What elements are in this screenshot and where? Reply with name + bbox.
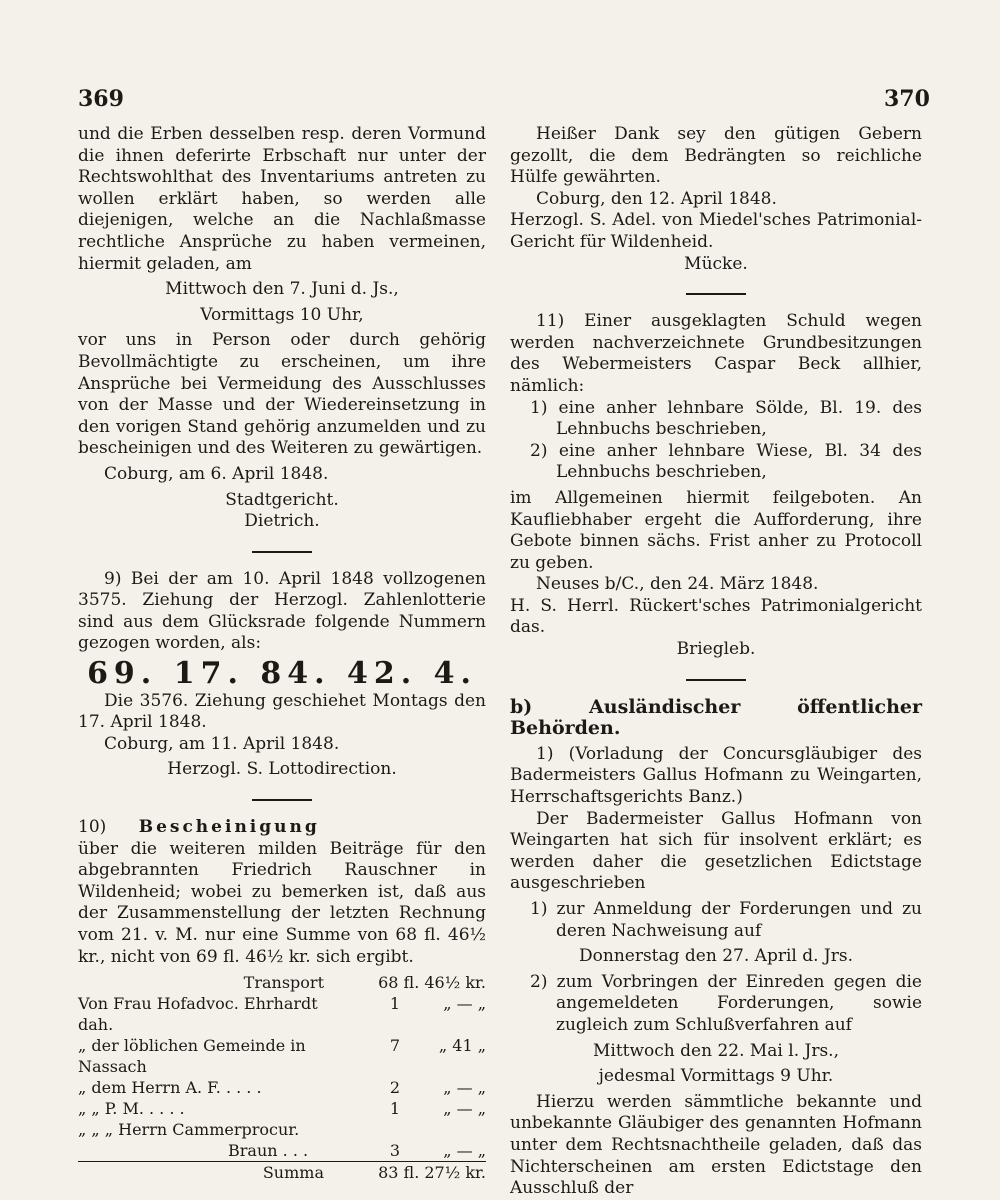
place-date: Neuses b/C., den 24. März 1848. [536,574,819,595]
ledger-fl: 2 [389,1078,400,1098]
paragraph: Heißer Dank sey den gütigen Gebern gezollt, die dem Bedrängten so reichliche Hülfe gewährten. [510,124,922,188]
ledger-label: Transport [243,973,324,993]
date-line: Mittwoch den 22. Mai l. Jrs., [592,1040,839,1061]
ledger-label: „ der löblichen Gemeinde in Nassach [78,1036,306,1077]
paragraph: Der Badermeister Gallus Hofmann von Weingarten hat sich für insolvent erklärt; es werden daher die gesetzlichen Edictstage ausgeschrieben [510,808,922,894]
ledger-value: 68 fl. 46½ kr. [378,973,486,993]
ledger-fl: 3 [389,1141,400,1161]
ledger-kr: „ 41 „ [438,1036,486,1056]
section-title: Bescheinigung [138,817,320,838]
section-heading: b) Ausländischer öffentlicher Behörden. [510,695,922,740]
ledger-kr: „ — „ [443,994,486,1014]
date-line: Mittwoch den 7. Juni d. Js., [165,279,399,300]
ledger-kr: „ — „ [443,1141,486,1161]
authority: Herzogl. S. Lottodirection. [167,759,397,780]
paragraph: Die 3576. Ziehung geschiehet Montags den 17. April 1848. [78,690,486,733]
ledger-kr: „ — „ [443,1099,486,1119]
table-row [78,1035,486,1077]
ledger-label: „ „ „ Herrn Cammerprocur. [78,1120,300,1140]
ledger-label: Braun . . . [228,1141,309,1161]
ledger-kr [400,1119,486,1140]
paragraph: über die weiteren milden Beiträge für den abgebrannten Friedrich Rauschner in Wildenheid; wobei zu bemerken ist, daß aus der Zusammenstellung der letzten Rechnung vom 21. v. M. nur eine Summe von 68 fl. 46½ kr., nicht von 69 fl. 46½ kr. sich ergibt. [78,838,486,967]
page-number-right: 370 [884,86,930,112]
right-column [510,124,922,1200]
list-item: 2) eine anher lehnbare Wiese, Bl. 34 des Lehnbuchs beschrieben, [530,440,922,483]
ledger-label: „ „ P. M. . . . . [78,1099,185,1119]
signer: Mücke. [684,253,748,274]
table-row [78,1119,486,1140]
paragraph: im Allgemeinen hiermit feilgeboten. An Kaufliebhaber ergeht die Aufforderung, ihre Gebote binnen sächs. Frist anher zu Protocoll zu geben. [510,487,922,573]
ledger-transport-row [78,972,486,993]
place-date: Coburg, am 6. April 1848. [104,463,329,484]
ledger-fl: 1 [389,1099,400,1119]
donation-ledger [78,972,486,1183]
ledger-fl: 7 [389,1036,400,1056]
date-line: jedesmal Vormittags 9 Uhr. [598,1066,834,1087]
ledger-kr: „ — „ [443,1078,486,1098]
date-line: Donnerstag den 27. April d. Jrs. [579,946,853,967]
paragraph: 9) Bei der am 10. April 1848 vollzogenen 3575. Ziehung der Herzogl. Zahlenlotterie sind aus dem Glücksrade folgende Nummern gezogen worden, als: [78,568,486,654]
ledger-fl: 1 [389,994,400,1014]
signer: Briegleb. [676,639,756,660]
table-row [78,1140,486,1162]
section-divider [252,551,312,553]
section-divider [686,679,746,681]
page-number-left: 369 [78,86,124,112]
left-column [78,124,486,1183]
section-number: 10) [78,817,107,838]
ledger-label: „ dem Herrn A. F. . . . . [78,1078,262,1098]
list-item: 1) zur Anmeldung der Forderungen und zu deren Nachweisung auf [530,899,922,941]
signer: Dietrich. [244,511,320,532]
table-row [78,1098,486,1119]
paragraph: 1) (Vorladung der Concursgläubiger des Badermeisters Gallus Hofmann zu Weingarten, Herrschaftsgerichts Banz.) [510,743,922,808]
paragraph: und die Erben desselben resp. deren Vormund die ihnen deferirte Erbschaft nur unter der Rechtswohlthat des Inventariums antreten zu wollen erklärt haben, so werden alle diejenigen, welche an die Nachlaßmasse rechtliche Ansprüche zu haben vermeinen, hiermit geladen, am [78,124,486,274]
paragraph: Hierzu werden sämmtliche bekannte und unbekannte Gläubiger des genannten Hofmann unter dem Rechtsnachtheile geladen, daß das Nichterscheinen am ersten Edictstage den Ausschluß der [510,1091,922,1199]
place-date: Coburg, den 12. April 1848. [536,188,777,209]
date-line: Vormittags 10 Uhr, [200,304,364,325]
list-item: 1) eine anher lehnbare Sölde, Bl. 19. des Lehnbuchs beschrieben, [530,397,922,440]
table-row [78,1077,486,1098]
list-item: 2) zum Vorbringen der Einreden gegen die angemeldeten Forderungen, sowie zugleich zum Schlußverfahren auf [530,971,922,1035]
lottery-numbers: 69. 17. 84. 42. 4. [87,656,477,692]
paragraph: 11) Einer ausgeklagten Schuld wegen werden nachverzeichnete Grundbesitzungen des Webermeisters Caspar Beck allhier, nämlich: [510,311,922,396]
ledger-value: 83 fl. 27½ kr. [330,1162,486,1184]
table-row [78,993,486,1035]
paragraph: vor uns in Person oder durch gehörig Bevollmächtigte zu erscheinen, um ihre Ansprüche bei Vermeidung des Ausschlusses von der Masse und der Wiedereinsetzung in den vorigen Stand gehörig anzumelden und zu bescheinigen und des Weiteren zu gewärtigen. [78,330,486,459]
ledger-fl [330,1119,400,1140]
ledger-label: Summa [78,1162,330,1184]
authority: Stadtgericht. [225,489,339,510]
section-divider [686,293,746,295]
section-heading [78,817,486,839]
ledger-summa-row [78,1162,486,1184]
ledger-label: Von Frau Hofadvoc. Ehrhardt dah. [78,994,318,1035]
authority: H. S. Herrl. Rückert'sches Patrimonialgericht das. [510,595,922,638]
place-date: Coburg, am 11. April 1848. [104,733,340,754]
section-divider [252,799,312,801]
authority: Herzogl. S. Adel. von Miedel'sches Patrimonial-Gericht für Wildenheid. [510,210,922,252]
